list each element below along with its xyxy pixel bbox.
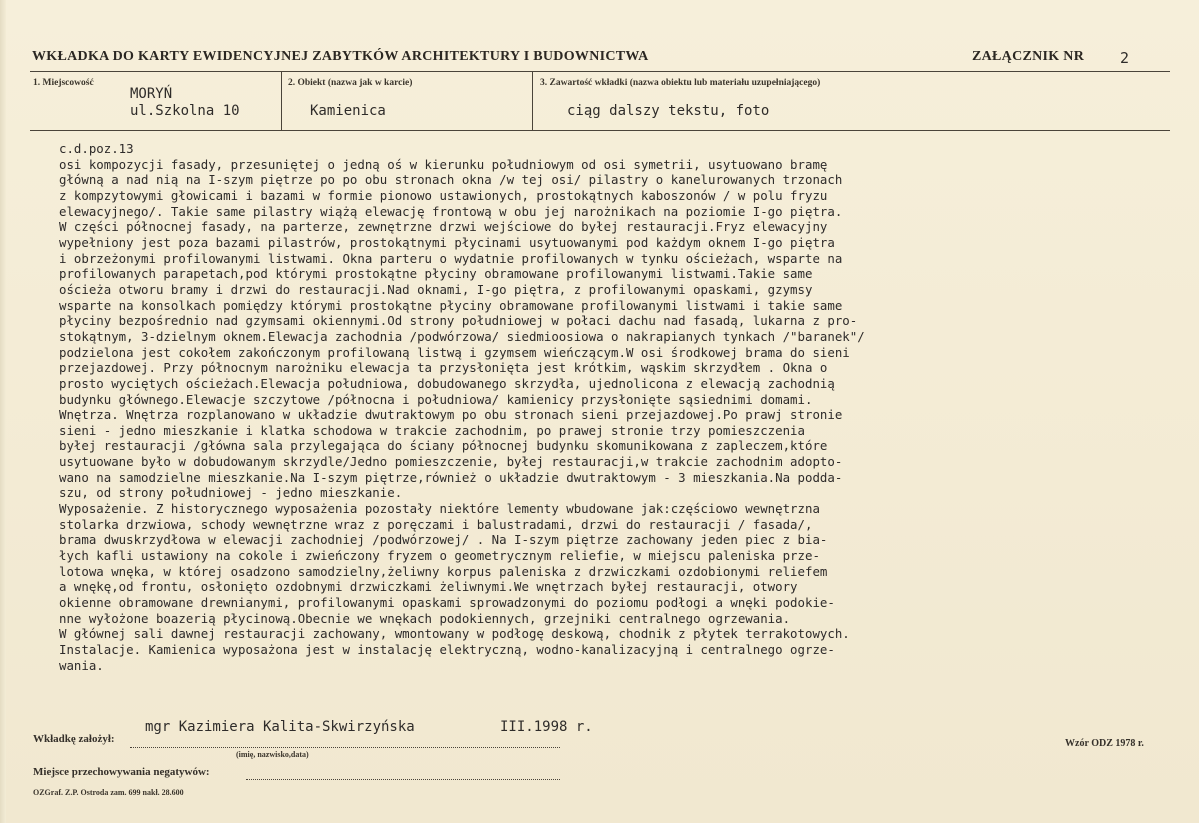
text-line: z kompzytowymi głowicami i bazami w formie pionowo ustawionych, prostokątnych kaboszonów / w polu fryzu xyxy=(59,187,828,203)
text-line: c.d.poz.13 xyxy=(59,141,134,156)
text-line: podzielona jest cokołem zakończonym profilowaną listwą i gzymsem wieńczącym.W osi środkowej brama do sieni xyxy=(59,344,850,360)
made-by-caption: (imię, nazwisko,data) xyxy=(236,750,309,759)
made-by-value: mgr Kazimiera Kalita-Skwirzyńska xyxy=(145,719,415,735)
field-divider-1 xyxy=(281,71,282,130)
text-line: lotowa wnęka, w której osadzono samodzielny,żeliwny korpus paleniska z drzwiczkami ozdobionymi reliefem xyxy=(59,563,828,579)
field-3-value: ciąg dalszy tekstu, foto xyxy=(567,103,770,119)
text-line: okienne obramowane drewnianymi, profilowanymi opaskami sprowadzonymi do poziomu podłogi a wnęki podokie- xyxy=(59,595,835,611)
text-line: sieni - jedno mieszkanie i klatka schodowa w trakcie zachodnim, po prawej stronie trzy pomieszczenia xyxy=(59,422,805,438)
text-line: osi kompozycji fasady, przesuniętej o jedną oś w kierunku południowym od osi symetrii, usytuowano bramę xyxy=(59,156,828,172)
text-line: łych kafli ustawiony na cokole i zwieńczony fryzem o geometrycznym reliefie, w miejscu paleniska prze- xyxy=(59,548,820,564)
text-line: główną a nad nią na I-szym piętrze po po obu stronach okna /w tej osi/ pilastry o kanelurowanych trzonach xyxy=(59,172,843,188)
text-line: Wyposażenie. Z historycznego wyposażenia pozostały niektóre lementy wbudowane jak:częściowo wewnętrzna xyxy=(59,501,820,517)
date-value: III.1998 r. xyxy=(500,719,593,735)
text-line: wsparte na konsolkach pomiędzy którymi prostokątne płyciny obramowane profilowanymi listwami i takie same xyxy=(59,297,843,313)
text-line: profilowanych parapetach,pod którymi prostokątne płyciny obramowane profilowanymi listwami.Takie same xyxy=(59,266,813,282)
field-2-label: 2. Obiekt (nazwa jak w karcie) xyxy=(288,78,413,88)
field-3-label: 3. Zawartość wkładki (nazwa obiektu lub materiału uzupełniającego) xyxy=(540,78,821,88)
negatives-label: Miejsce przechowywania negatywów: xyxy=(33,766,210,778)
text-line: przejazdowej. Przy północnym narożniku elewacja ta przysłonięta jest krótkim, wąskim skrzydłem . Okna o xyxy=(59,360,828,376)
text-line: Instalacje. Kamienica wyposażona jest w instalację elektryczną, wodno-kanalizacyjną i centralnego ogrze- xyxy=(59,642,835,657)
fields-rule xyxy=(30,130,1170,131)
text-line: wypełniony jest poza bazami pilastrów, prostokątnymi płycinami usytuowanymi pod każdym oknem I-go piętra xyxy=(59,234,835,250)
paper-edge xyxy=(0,0,6,823)
text-line: nne wyłożone boazerią płycinową.Obecnie we wnękach podokiennych, grzejniki centralnego ogrzewania. xyxy=(59,610,791,626)
field-2-value: Kamienica xyxy=(310,103,386,119)
text-line: W części północnej fasady, na parterze, zewnętrzne drzwi wejściowe do byłej restauracji.Fryz elewacyjny xyxy=(59,219,828,235)
card-title: WKŁADKA DO KARTY EWIDENCYJNEJ ZABYTKÓW ARCHITEKTURY I BUDOWNICTWA xyxy=(32,49,649,64)
text-line: budynku głównego.Elewacje szczytowe /północna i południowa/ kamienicy przysłonięte sąsiednimi domami. xyxy=(59,391,813,407)
attachment-label: ZAŁĄCZNIK NR xyxy=(972,49,1085,64)
typed-description xyxy=(59,141,1169,673)
text-line: W głównej sali dawnej restauracji zachowany, wmontowany w podłogę deskową, chodnik z płytek terrakotowych. xyxy=(59,626,850,642)
text-line: Wnętrza. Wnętrza rozplanowano w układzie dwutraktowym po obu stronach sieni przejazdowej.Po prawj stronie xyxy=(59,407,843,423)
text-line: prosto wyciętych ościeżach.Elewacja południowa, dobudowanego skrzydła, ujednolicona z elewacją zachodnią xyxy=(59,375,835,391)
text-line: wano na samodzielne mieszkanie.Na I-szym piętrze,również o układzie dwutraktowym - 3 mieszkania.Na podda- xyxy=(59,469,843,485)
made-by-dotted-line xyxy=(130,746,560,748)
field-1-label: 1. Miejscowość xyxy=(33,78,94,88)
text-line: usytuowane było w dobudowanym skrzydle/Jedno pomieszczenie, byłej restauracji,w trakcie zachodnim adopto- xyxy=(59,454,843,470)
text-line: płyciny bezpośrednio nad gzymsami okiennymi.Od strony południowej w połaci dachu nad fasadą, lukarna z pro- xyxy=(59,313,858,329)
field-1-value-line2: ul.Szkolna 10 xyxy=(130,103,240,119)
field-1-value-line1: MORYŃ xyxy=(130,86,173,102)
attachment-number: 2 xyxy=(1120,49,1130,67)
text-line: i obrzeżonymi profilowanymi listwami. Okna parteru o wydatnie profilowanych w tynku ościeżach, wsparte na xyxy=(59,250,843,266)
text-line: stolarka drzwiowa, schody wewnętrzne wraz z poręczami i balustradami, drzwi do restauracji / fasada/, xyxy=(59,516,813,532)
text-line: wania. xyxy=(59,657,104,673)
text-line: ościeża otworu bramy i drzwi do restauracji.Nad oknami, I-go piętra, z profilowanymi opaskami, gzymsy xyxy=(59,281,813,297)
text-line: stokątnym, 3-dzielnym oknem.Elewacja zachodnia /podwórzowa/ siedmioosiowa o nakrapianych tynkach /"baranek"/ xyxy=(59,328,865,344)
text-line: a wnękę,od frontu, osłonięto ozdobnymi drzwiczkami żeliwnymi.We wnętrzach byłej restauracji, otwory xyxy=(59,579,798,595)
printer-label: OZGraf. Z.P. Ostroda zam. 699 nakł. 28.600 xyxy=(33,788,184,797)
text-line: elewacyjnego/. Takie same pilastry wiążą elewację frontową w obu jej narożnikach na poziomie I-go piętra. xyxy=(59,203,843,219)
text-line: brama dwuskrzydłowa w elewacji zachodniej /podwórzowej/ . Na I-szym piętrze zachowany jeden piec z bia- xyxy=(59,532,828,548)
text-line: byłej restauracji /główna sala przylegająca do ściany północnej budynku skomunikowana z zapleczem,które xyxy=(59,438,828,454)
header-rule xyxy=(30,71,1170,72)
made-by-label: Wkładkę założył: xyxy=(33,733,115,745)
text-line: szu, od strony południowej - jedno mieszkanie. xyxy=(59,485,403,501)
template-label: Wzór ODZ 1978 r. xyxy=(1065,738,1144,749)
negatives-dotted-line xyxy=(246,778,560,780)
field-divider-2 xyxy=(532,71,533,130)
